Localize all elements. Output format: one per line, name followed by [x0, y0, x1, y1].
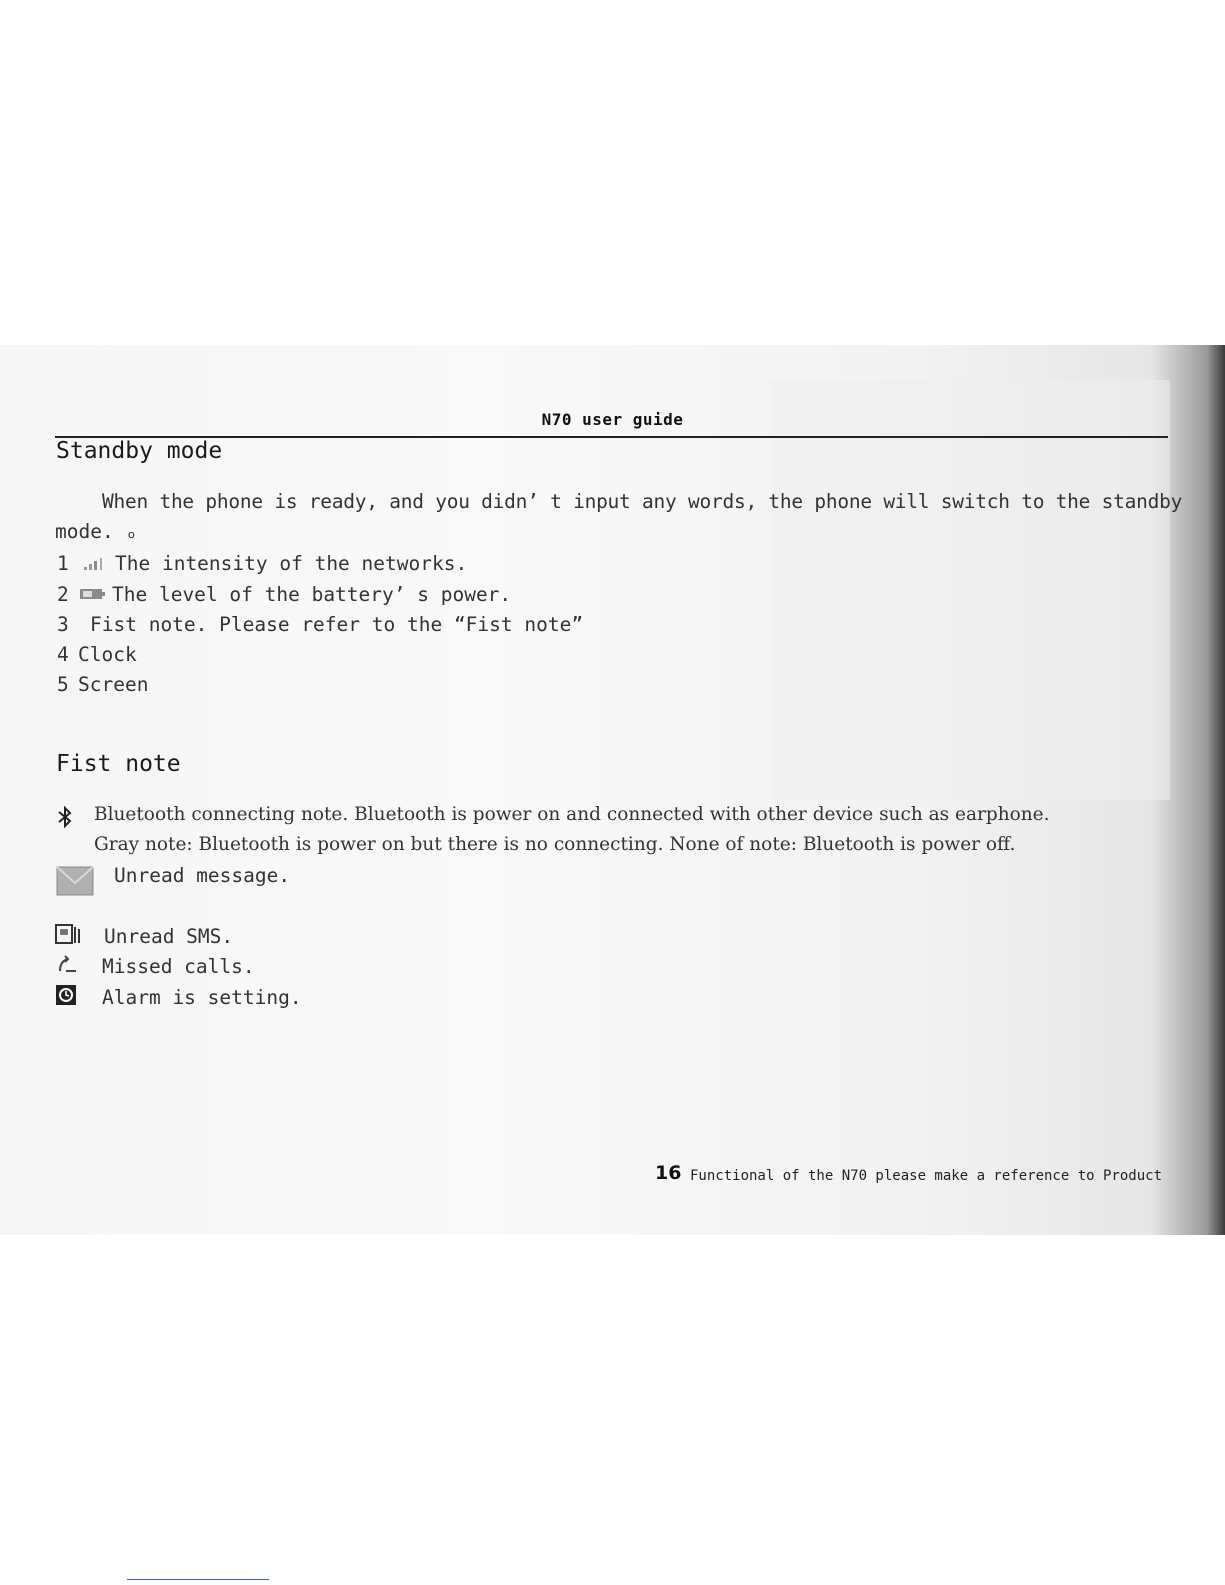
- scan-shadow: [770, 380, 1170, 800]
- standby-item-1-text: The intensity of the networks.: [115, 552, 468, 575]
- battery-icon: [79, 587, 107, 601]
- missed-call-icon: [56, 955, 80, 975]
- standby-item-4-number: 4: [57, 643, 69, 666]
- missed-calls-text: Missed calls.: [102, 955, 255, 978]
- standby-item-4-text: Clock: [78, 643, 137, 666]
- standby-item-2-number: 2: [57, 583, 69, 606]
- standby-item-1-number: 1: [57, 552, 69, 575]
- standby-item-3-number: 3: [57, 613, 69, 636]
- unread-sms-icon: [55, 923, 81, 945]
- alarm-text: Alarm is setting.: [102, 986, 302, 1009]
- standby-item-5-text: Screen: [78, 673, 149, 696]
- unread-sms-text: Unread SMS.: [104, 925, 234, 948]
- bottom-link-underline: [127, 1579, 269, 1580]
- standby-intro-line2: mode. ₒ: [55, 520, 138, 543]
- unread-message-text: Unread message.: [114, 864, 291, 887]
- footer-text: Functional of the N70 please make a reference to Product: [690, 1168, 1163, 1184]
- unread-message-icon: [56, 866, 94, 896]
- bluetooth-note-line2: Gray note: Bluetooth is power on but there is no connecting. None of note: Bluetooth is power off.: [94, 834, 1016, 855]
- standby-item-5-number: 5: [57, 673, 69, 696]
- header-title: N70 user guide: [541, 410, 684, 429]
- alarm-clock-icon: [55, 984, 77, 1006]
- signal-strength-icon: [82, 557, 108, 571]
- page-number: 16: [655, 1162, 682, 1184]
- bluetooth-note-line1: Bluetooth connecting note. Bluetooth is power on and connected with other device such as earphone.: [94, 804, 1050, 825]
- standby-item-3-text: Fist note. Please refer to the “Fist note”: [90, 613, 584, 636]
- bluetooth-icon: [56, 806, 74, 828]
- fist-note-heading: Fist note: [56, 751, 181, 777]
- standby-intro-line1: When the phone is ready, and you didn’ t input any words, the phone will switch to the standby: [102, 490, 1183, 513]
- standby-item-2-text: The level of the battery’ s power.: [112, 583, 512, 606]
- standby-heading: Standby mode: [56, 438, 223, 464]
